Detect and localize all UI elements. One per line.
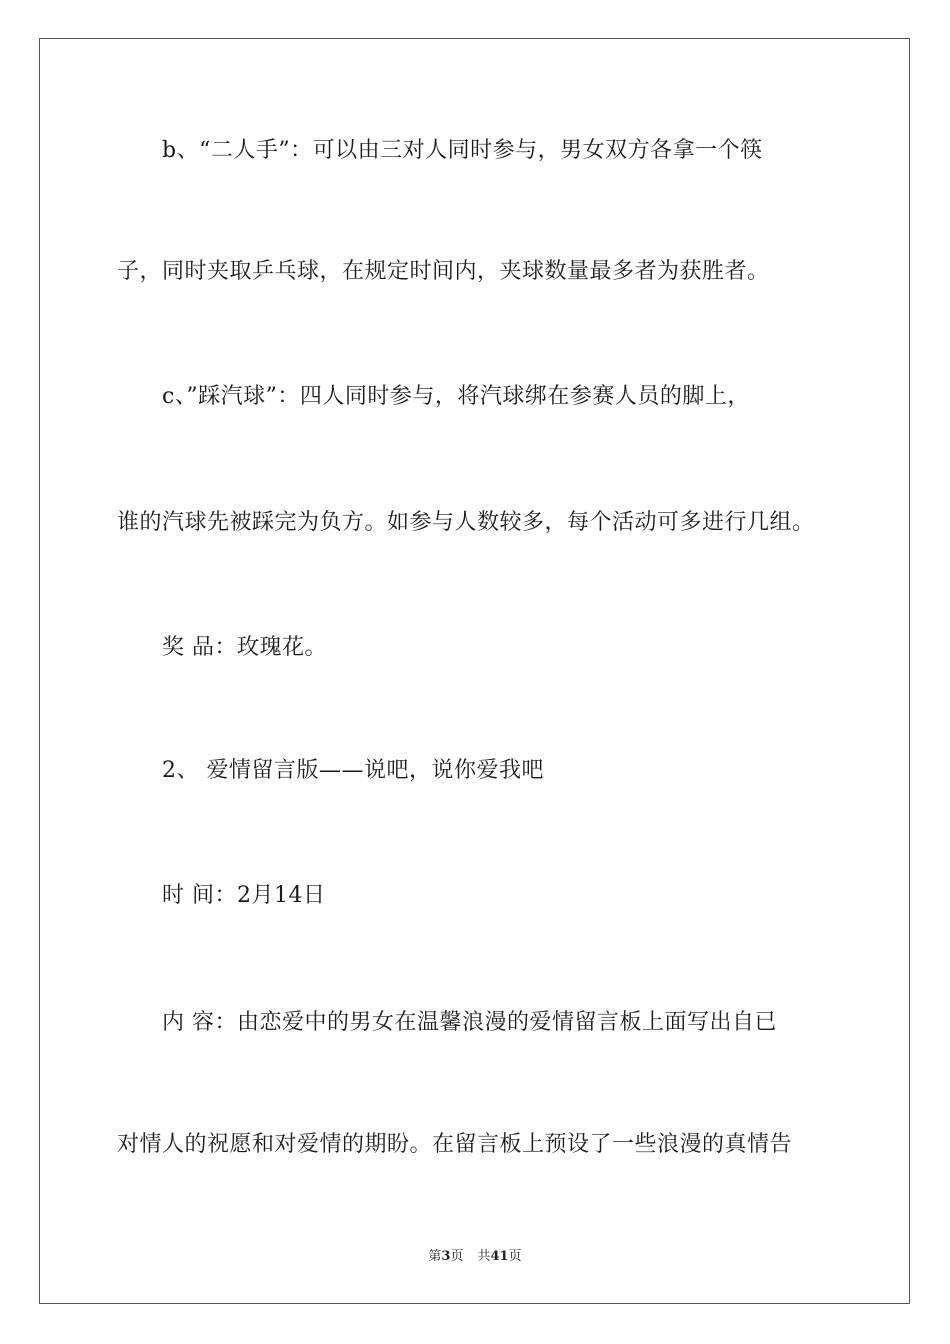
body-line-9: 对情人的祝愿和对爱情的期盼。在留言板上预设了一些浪漫的真情告	[117, 1132, 793, 1157]
footer-page-prefix: 第	[428, 1249, 442, 1264]
body-line-1: b、“二人手”：可以由三对人同时参与，男女双方各拿一个筷	[162, 138, 763, 163]
body-line-7: 时 间：2月14日	[162, 883, 326, 908]
body-line-6: 2、 爱情留言版——说吧，说你爱我吧	[162, 758, 544, 783]
footer-page-number: 3	[441, 1249, 451, 1264]
body-line-8: 内 容：由恋爱中的男女在温馨浪漫的爱情留言板上面写出自已	[162, 1010, 777, 1035]
page-footer	[0, 1248, 950, 1266]
footer-page-suffix: 页	[450, 1249, 464, 1264]
footer-total-prefix: 共	[477, 1249, 491, 1264]
body-line-5: 奖 品：玫瑰花。	[162, 635, 327, 660]
page-border	[39, 38, 910, 1304]
body-line-3: c、”踩汽球”：四人同时参与，将汽球绑在参赛人员的脚上，	[162, 384, 750, 409]
body-line-2: 子，同时夹取乒乓球，在规定时间内，夹球数量最多者为获胜者。	[117, 259, 770, 284]
footer-total-pages: 41	[490, 1249, 509, 1264]
body-line-4: 谁的汽球先被踩完为负方。如参与人数较多，每个活动可多进行几组。	[117, 510, 815, 535]
footer-total-suffix: 页	[508, 1249, 522, 1264]
